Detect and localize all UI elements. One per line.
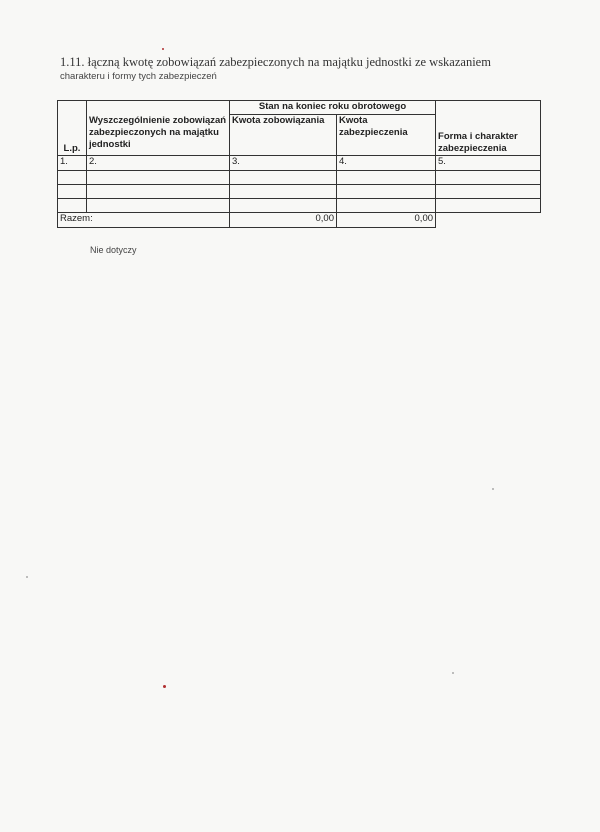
- heading-line-1: 1.11. łączną kwotę zobowiązań zabezpieczonych na majątku jednostki ze wskazaniem: [60, 55, 491, 69]
- total-blank: [436, 213, 541, 228]
- table-row: [58, 199, 541, 213]
- col-number-5: 5.: [436, 156, 541, 171]
- column-number-row: [58, 156, 541, 171]
- header-description: Wyszczególnienie zobowiązań zabezpieczonych na majątku jednostki: [87, 115, 230, 156]
- col-number-2: 2.: [87, 156, 230, 171]
- scan-speck: [452, 672, 454, 674]
- scan-speck: [26, 576, 28, 578]
- header-blank-left: [58, 101, 87, 115]
- scan-speck: [162, 48, 164, 50]
- col-number-1: 1.: [58, 156, 87, 171]
- group-header: Stan na koniec roku obrotowego: [230, 101, 436, 115]
- section-heading: [60, 54, 530, 84]
- col-number-3: 3.: [230, 156, 337, 171]
- scan-speck: [163, 685, 166, 688]
- total-security: 0,00: [337, 213, 436, 228]
- header-amount-security: Kwota zabezpieczenia: [337, 115, 436, 156]
- secured-liabilities-table: [57, 100, 541, 228]
- col-number-4: 4.: [337, 156, 436, 171]
- header-amount-liability: Kwota zobowiązania: [230, 115, 337, 156]
- header-blank-right: [436, 101, 541, 115]
- header-form: Forma i charakter zabezpieczenia: [436, 115, 541, 156]
- total-liability: 0,00: [230, 213, 337, 228]
- table-row: [58, 185, 541, 199]
- not-applicable-note: Nie dotyczy: [90, 245, 137, 255]
- heading-line-2: charakteru i formy tych zabezpieczeń: [60, 71, 217, 82]
- header-blank-desc: [87, 101, 230, 115]
- table-row: [58, 171, 541, 185]
- total-row: [58, 213, 541, 228]
- scan-speck: [492, 488, 494, 490]
- total-label: Razem:: [58, 213, 230, 228]
- header-lp: L.p.: [58, 115, 87, 156]
